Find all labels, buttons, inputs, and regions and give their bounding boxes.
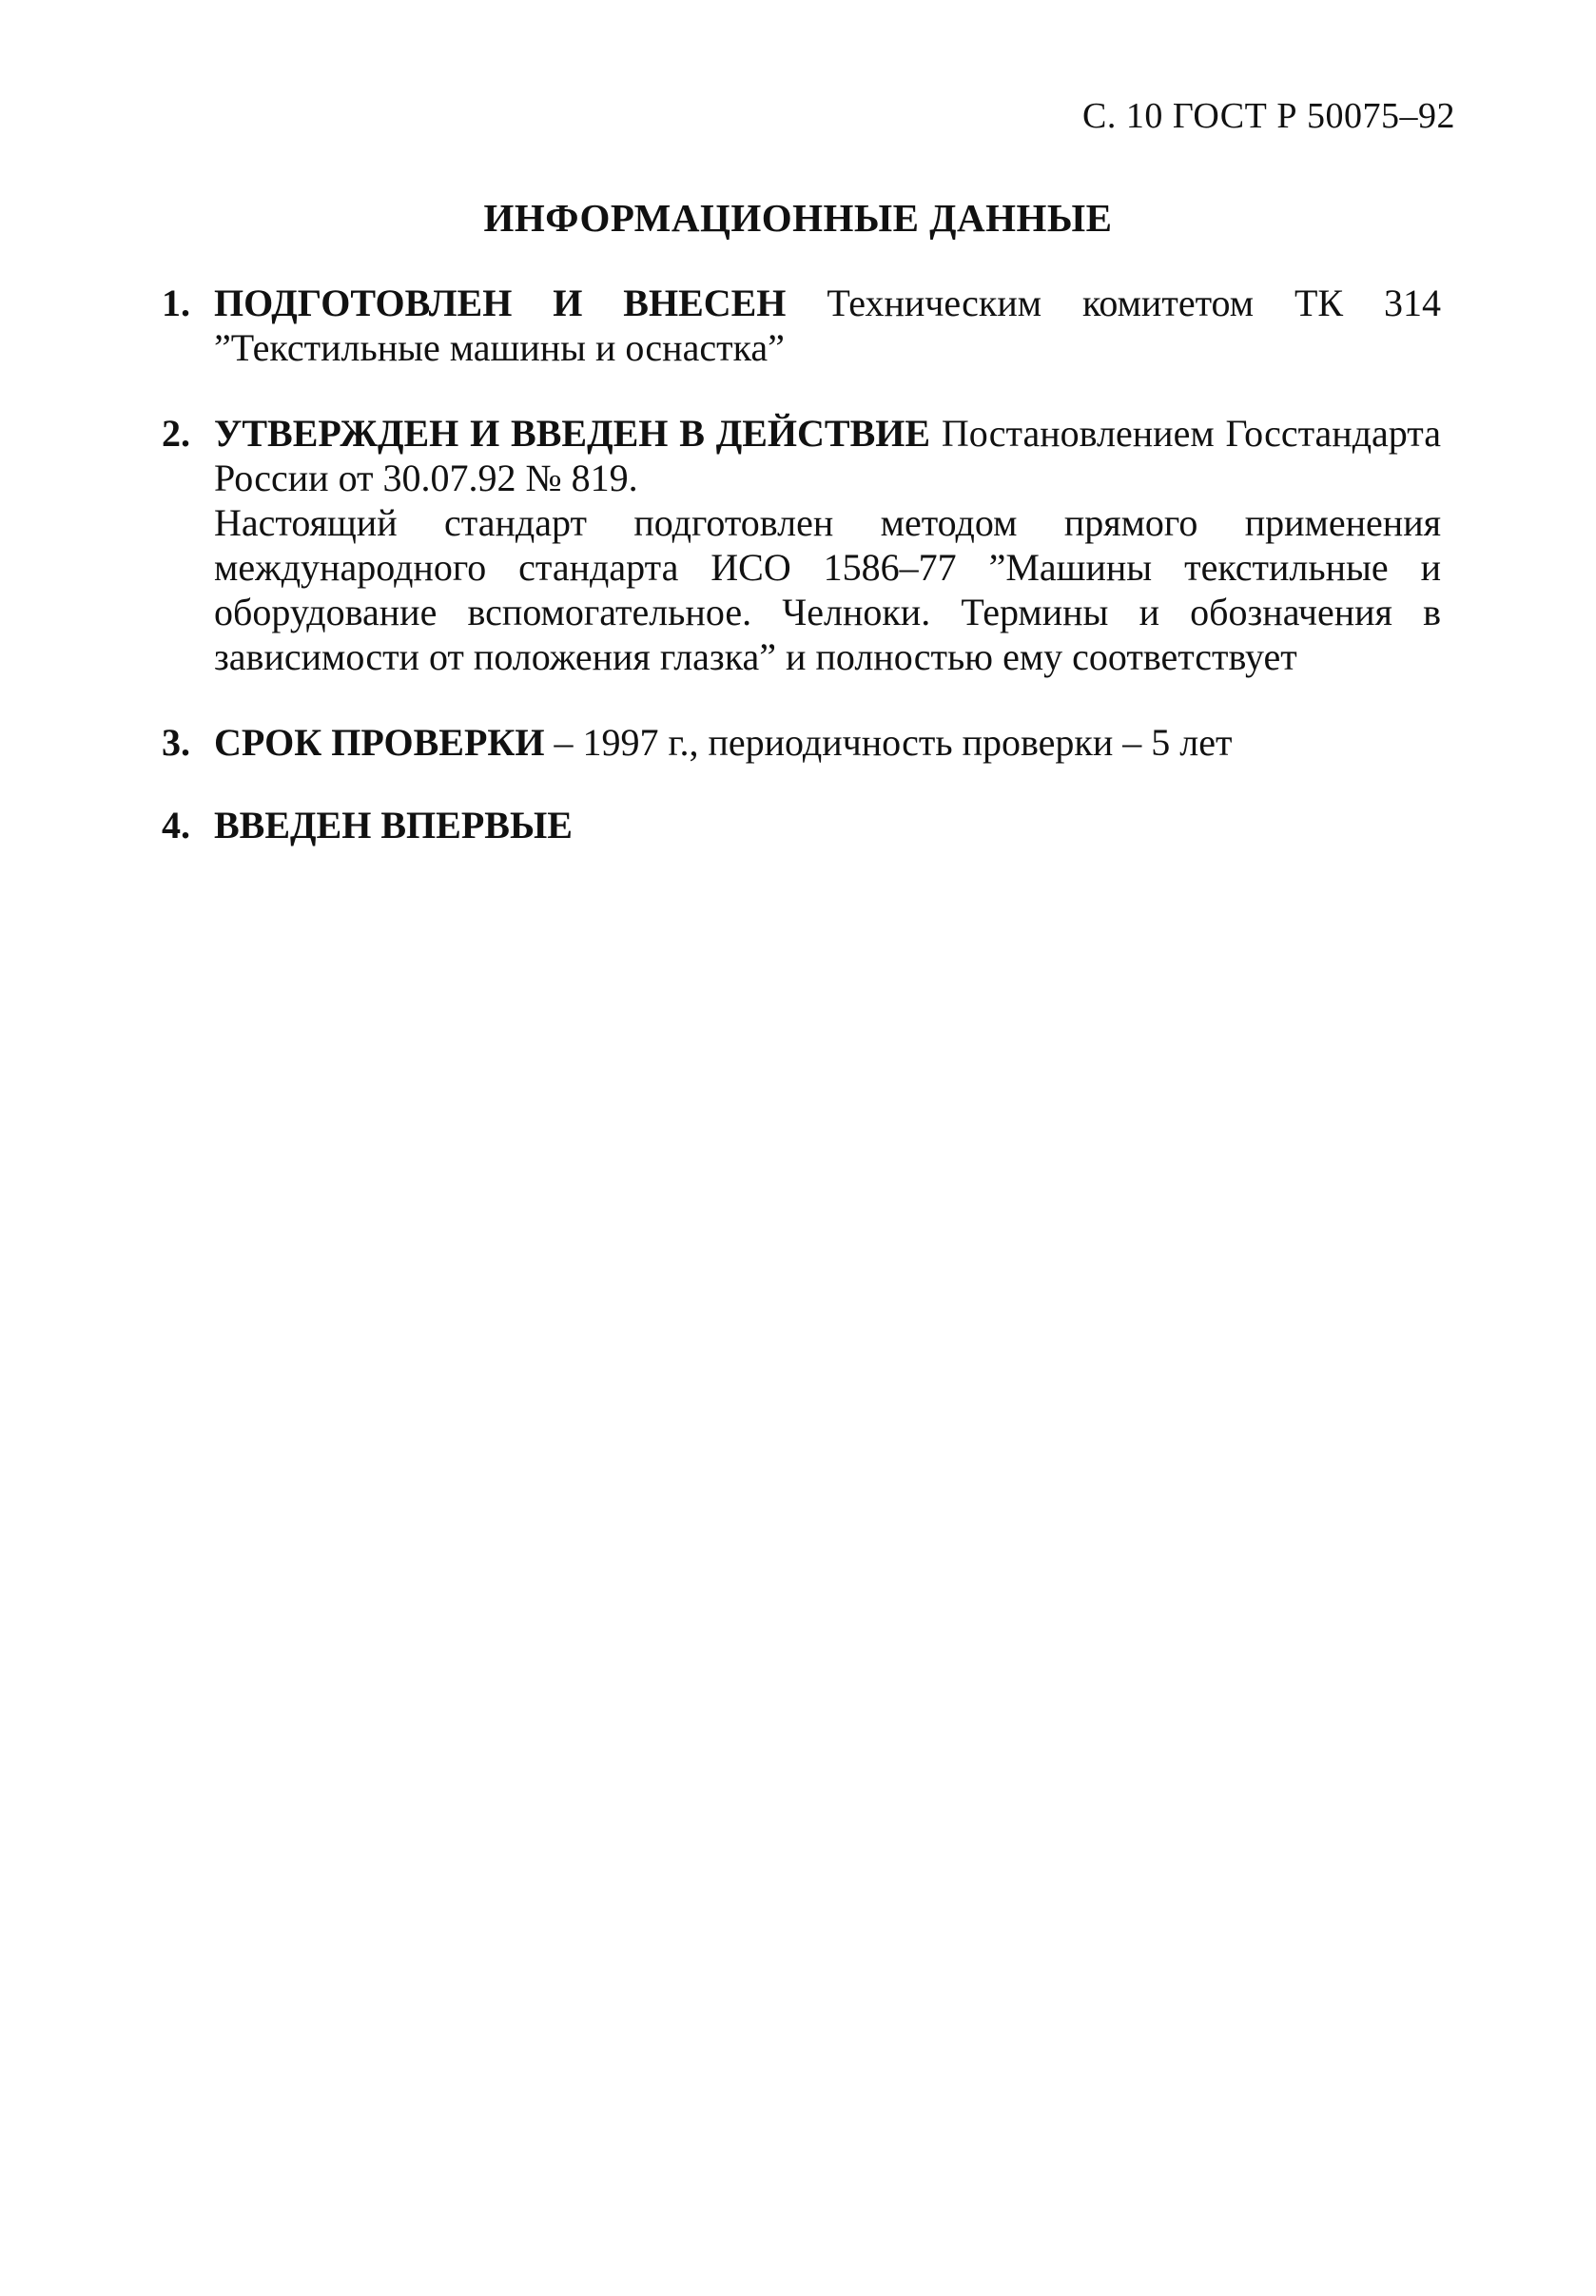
item-text — [214, 803, 1441, 847]
info-item-3 — [162, 720, 1441, 765]
info-item-2 — [162, 411, 1441, 679]
item-number: 1. — [162, 282, 190, 324]
item-lead: ПОДГОТОВЛЕН И ВНЕСЕН — [214, 282, 787, 324]
item-lead: СРОК ПРОВЕРКИ — [214, 721, 545, 764]
item-body: Постановлением Госстандарта России от 30.07.92 № 819. — [214, 412, 1442, 499]
item-lead: ВВЕДЕН ВПЕРВЫЕ — [214, 804, 573, 846]
item-body: Техническим комитетом ТК 314 ”Текстильные машины и оснастка” — [214, 282, 1442, 369]
info-item-4 — [162, 803, 1441, 847]
item-number: 4. — [162, 804, 190, 846]
item-body: – 1997 г., периодичность проверки – 5 лет — [544, 721, 1233, 764]
item-text — [214, 720, 1441, 765]
item-text — [214, 281, 1441, 370]
item-text — [214, 411, 1441, 500]
item-lead: УТВЕРЖДЕН И ВВЕДЕН В ДЕЙСТВИЕ — [214, 412, 931, 455]
item-number: 3. — [162, 721, 190, 764]
info-item-1 — [162, 281, 1441, 370]
info-list — [162, 281, 1441, 888]
item-number: 2. — [162, 412, 190, 455]
section-title: ИНФОРМАЦИОННЫЕ ДАННЫЕ — [483, 196, 1113, 240]
running-header: С. 10 ГОСТ Р 50075–92 — [1082, 96, 1455, 136]
item-note: Настоящий стандарт подготовлен методом прямого применения международного стандарта ИСО 1586–77 ”Машины текстильные и оборудование вспомогательное. Челноки. Термины и обозначения в зависимости от положения глазка” и полностью ему соответствует — [214, 501, 1441, 678]
